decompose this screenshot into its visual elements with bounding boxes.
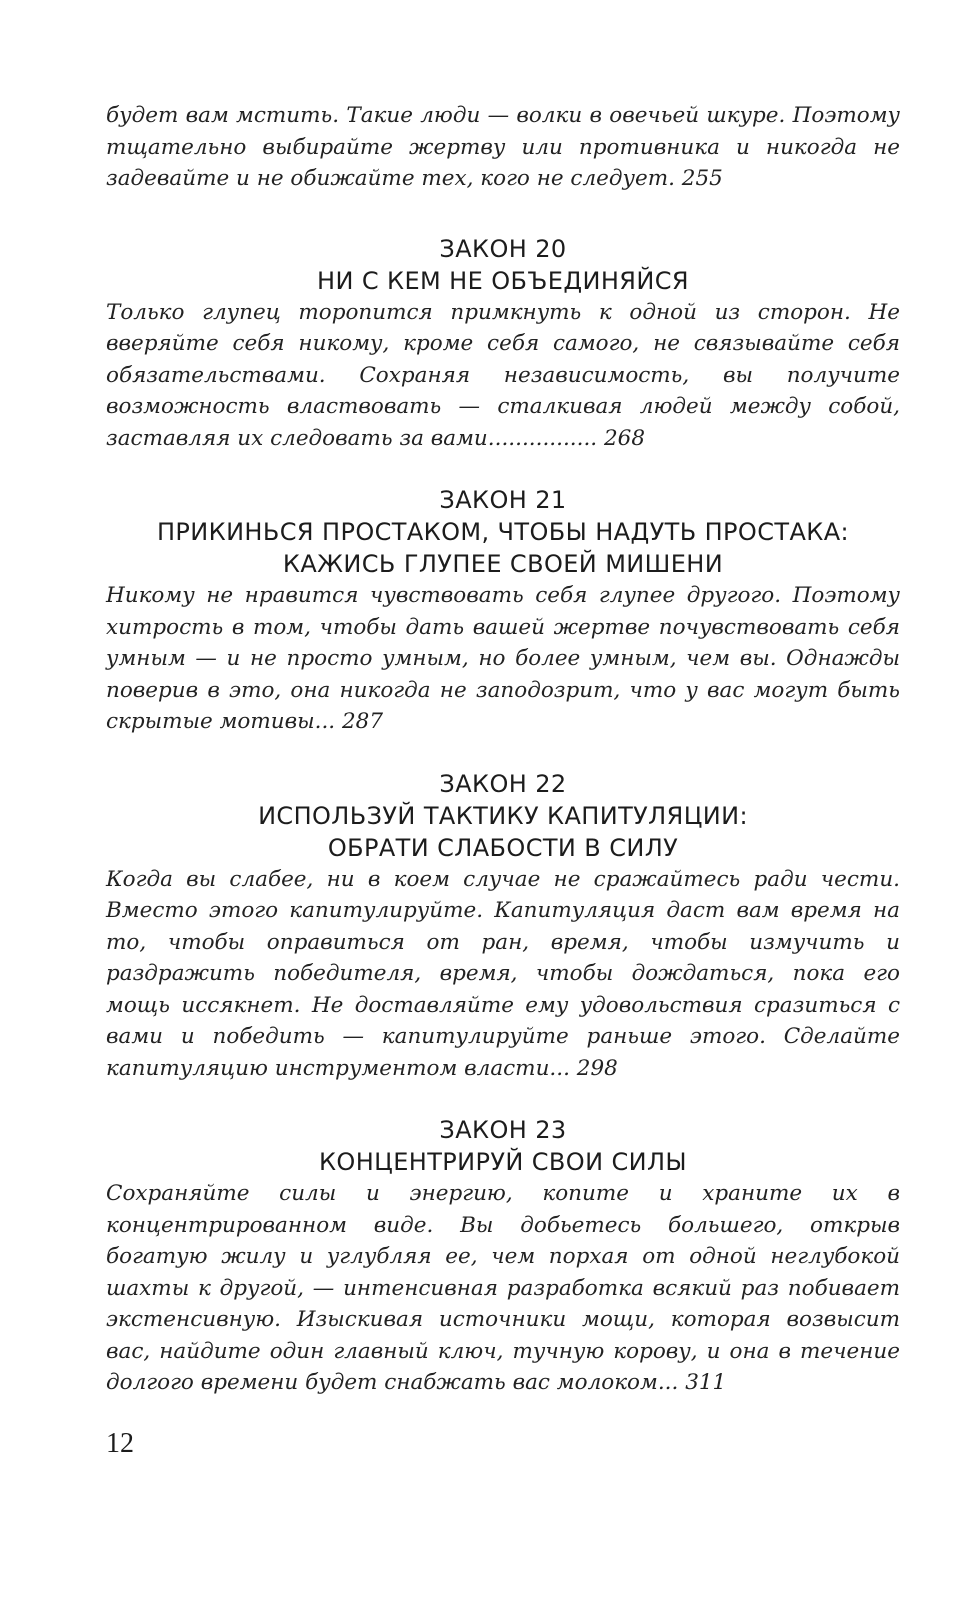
intro-entry xyxy=(106,100,900,195)
law-22-page-number: 298 xyxy=(576,1055,618,1081)
intro-body: будет вам мстить. Такие люди — волки в овечьей шкуре. Поэтому тщательно выбирайте жертву или противника и никогда не задевайте и не обижайте тех, кого не следует. xyxy=(106,103,900,191)
toc-page xyxy=(106,100,900,1429)
law-22-title-line-2: ОБРАТИ СЛАБОСТИ В СИЛУ xyxy=(327,833,679,862)
law-21-dots: ... xyxy=(314,709,336,734)
law-20-text xyxy=(106,297,900,455)
law-22-text xyxy=(106,864,900,1085)
law-20-leader xyxy=(488,426,645,451)
law-21-body: Никому не нравится чувствовать себя глупее другого. Поэтому хитрость в том, чтобы дать вашей жертве почувствовать себя умным — и не просто умным, но более умным, чем вы. Однажды поверив в это, она никогда не заподозрит, что у вас могут быть скрытые мотивы xyxy=(106,583,900,734)
law-22-dots: ... xyxy=(549,1055,570,1081)
law-23-leader xyxy=(658,1370,726,1395)
law-20-dots: ................ xyxy=(487,425,598,451)
law-20-title: НИ С КЕМ НЕ ОБЪЕДИНЯЙСЯ xyxy=(317,266,689,295)
law-21-page-number: 287 xyxy=(342,709,384,734)
law-23-body: Сохраняйте силы и энергию, копите и храните их в концентрированном виде. Вы добьетесь большего, открыв богатую жилу и углубляя ее, чем порхая от одной неглубокой шахты к другой, — интенсивная разработка всякий раз побивает экстенсивную. Изыскивая источники мощи, которая возвысит вас, найдите один главный ключ, тучную корову, и она в течение долгого времени будет снабжать вас молоком xyxy=(106,1181,900,1395)
intro-text xyxy=(106,100,900,195)
law-22 xyxy=(106,768,900,1085)
law-21-title-line-1: ПРИКИНЬСЯ ПРОСТАКОМ, ЧТОБЫ НАДУТЬ ПРОСТАКА: xyxy=(156,518,850,546)
law-23-text xyxy=(106,1178,900,1399)
intro-page-number: 255 xyxy=(681,166,723,191)
law-22-title-line-1: ИСПОЛЬЗУЙ ТАКТИКУ КАПИТУЛЯЦИИ: xyxy=(258,801,748,830)
law-23-dots: ... xyxy=(657,1370,679,1395)
law-20-body: Только глупец торопится примкнуть к одной из сторон. Не вверяйте себя никому, кроме себя самого, не связывайте себя обязательствами. Сохраняя независимость, вы получите возможность властвовать — сталкивая людей между собой, заставляя их следовать за вами xyxy=(106,299,900,451)
law-23 xyxy=(106,1114,900,1399)
law-21-title-line-2: КАЖИСЬ ГЛУПЕЕ СВОЕЙ МИШЕНИ xyxy=(282,550,724,578)
law-20-number: ЗАКОН 20 xyxy=(439,234,567,263)
law-20-page-number: 268 xyxy=(603,425,646,451)
law-21-number: ЗАКОН 21 xyxy=(439,486,567,514)
law-20 xyxy=(106,233,900,455)
page-number: 12 xyxy=(106,1428,134,1459)
law-21-leader xyxy=(315,709,383,734)
law-23-title: КОНЦЕНТРИРУЙ СВОИ СИЛЫ xyxy=(318,1148,687,1176)
law-22-leader xyxy=(549,1056,617,1081)
law-23-page-number: 311 xyxy=(685,1370,727,1395)
law-22-number: ЗАКОН 22 xyxy=(439,769,567,798)
law-21-text xyxy=(106,580,900,738)
law-23-number: ЗАКОН 23 xyxy=(439,1116,567,1144)
law-22-body: Когда вы слабее, ни в коем случае не сражайтесь ради чести. Вместо этого капитулируйте. Капитуляция даст вам время на то, чтобы оправиться от ран, время, чтобы измучить и раздражить победителя, время, чтобы дождаться, пока его мощь иссякнет. Не доставляйте ему удовольствия сразиться с вами и победить — капитулируйте раньше этого. Сделайте капитуляцию инструментом власти xyxy=(106,866,900,1081)
law-21 xyxy=(106,484,900,738)
